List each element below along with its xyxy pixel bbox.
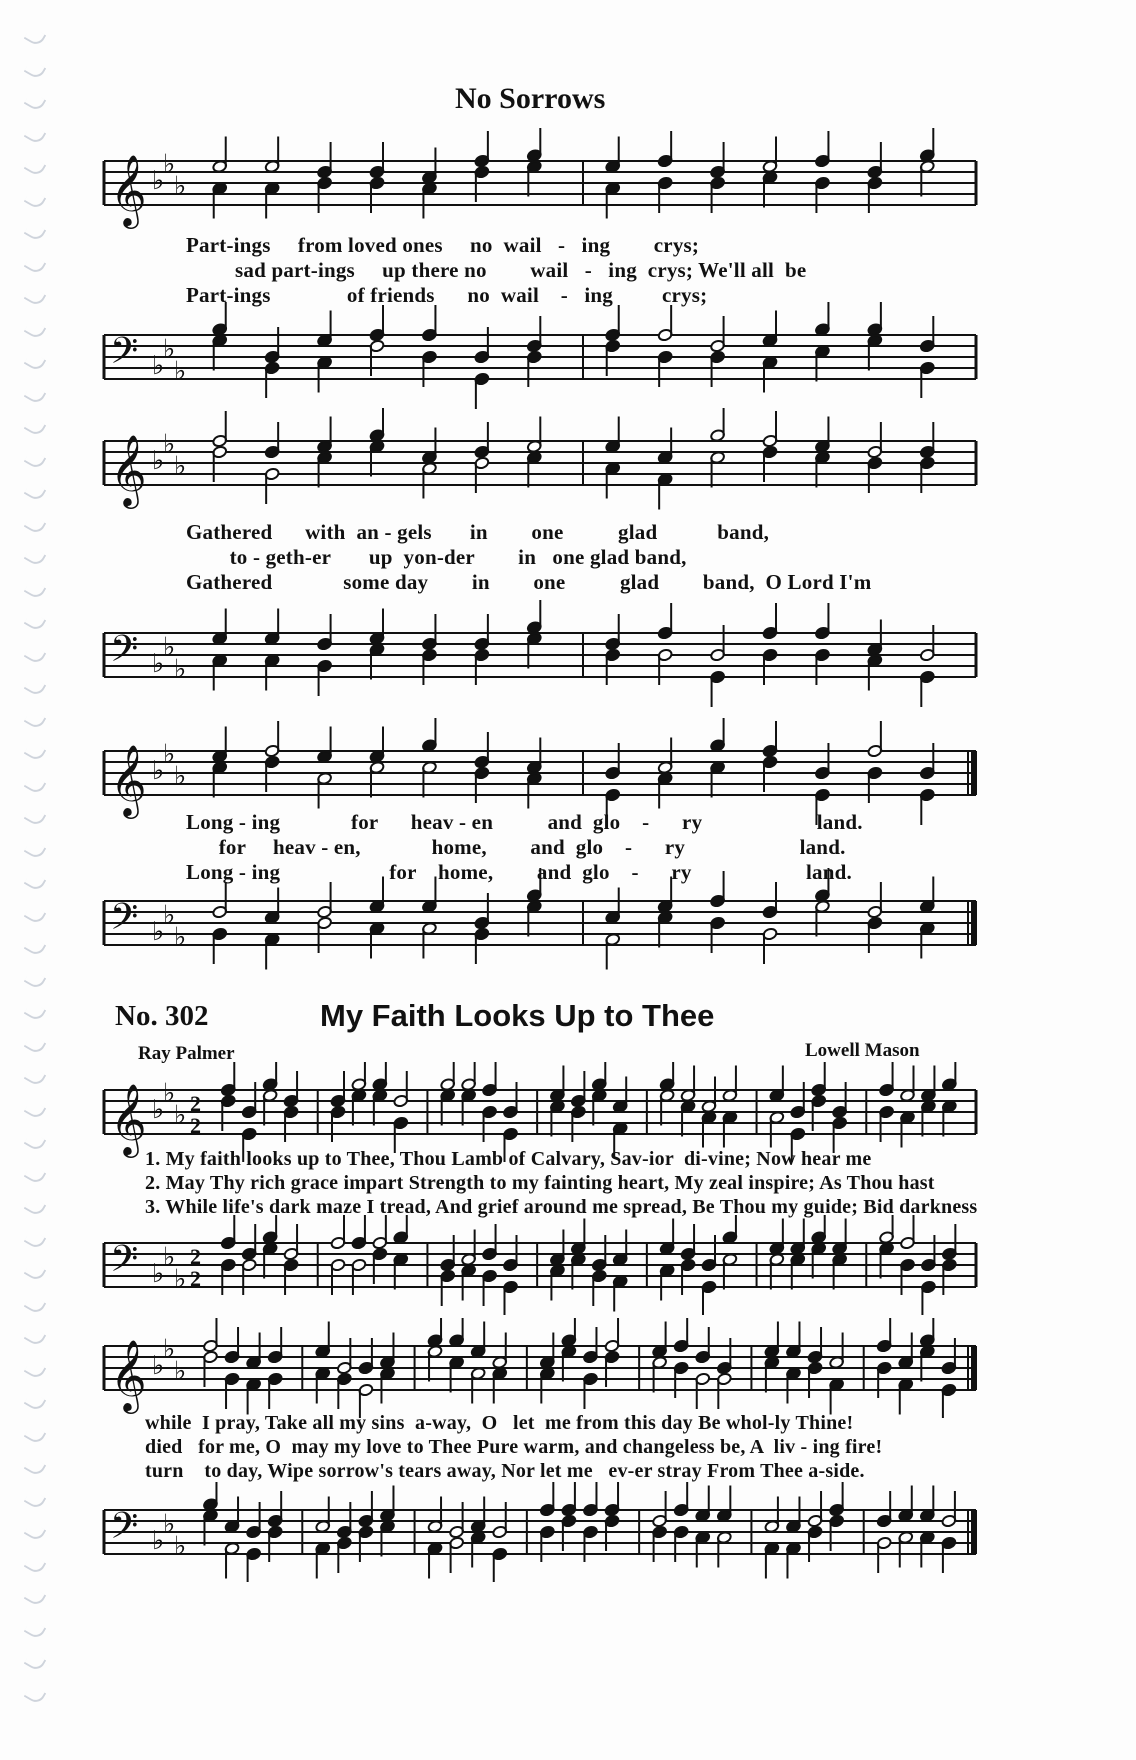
- binding-hole: [24, 1554, 47, 1575]
- lyric-line: Long - ing for heav - en and glo - ry land.: [186, 810, 863, 834]
- flat-icon: ♭: [174, 1100, 187, 1131]
- bass-staff: [100, 1482, 980, 1582]
- binding-hole: [24, 1099, 47, 1120]
- song-title: My Faith Looks Up to Thee: [320, 998, 715, 1033]
- lyric-line: Gathered with an - gels in one glad band,: [186, 520, 770, 544]
- flat-icon: ♭: [174, 654, 187, 685]
- bass-clef-icon: 𝄢: [110, 628, 139, 679]
- binding-hole: [24, 91, 47, 112]
- spiral-binding: [14, 30, 54, 1730]
- flat-icon: ♭: [163, 1334, 176, 1365]
- binding-hole: [24, 936, 47, 957]
- flat-icon: ♭: [152, 1351, 165, 1381]
- binding-hole: [24, 189, 47, 210]
- binding-hole: [24, 1359, 47, 1380]
- binding-hole: [24, 1326, 47, 1347]
- binding-hole: [24, 1651, 47, 1672]
- flat-icon: ♭: [163, 632, 176, 663]
- binding-hole: [24, 839, 47, 860]
- binding-hole: [24, 1424, 47, 1445]
- lyric-line: Part-ings of friends no wail - ing crys;: [186, 283, 708, 307]
- binding-hole: [24, 1164, 47, 1185]
- lyric-line: while I pray, Take all my sins a-way, O let me from this day Be whol-ly Thine!: [145, 1412, 854, 1434]
- binding-hole: [24, 416, 47, 437]
- flat-icon: ♭: [174, 1531, 187, 1562]
- song-title: No Sorrows: [455, 82, 606, 115]
- binding-hole: [24, 59, 47, 80]
- flat-icon: ♭: [152, 1259, 165, 1289]
- binding-hole: [24, 286, 47, 307]
- flat-icon: ♭: [163, 1242, 176, 1273]
- binding-hole: [24, 351, 47, 372]
- bass-clef-icon: 𝄢: [110, 1505, 139, 1556]
- flat-icon: ♭: [163, 1509, 176, 1540]
- flat-icon: ♭: [152, 1526, 165, 1556]
- flat-icon: ♭: [163, 149, 176, 180]
- binding-hole: [24, 741, 47, 762]
- binding-hole: [24, 774, 47, 795]
- flat-icon: ♭: [152, 351, 165, 381]
- treble-clef-icon: 𝄞: [110, 743, 147, 816]
- binding-hole: [24, 709, 47, 730]
- binding-hole: [24, 1131, 47, 1152]
- bass-clef-icon: 𝄢: [110, 1238, 139, 1289]
- binding-hole: [24, 1294, 47, 1315]
- lyric-line: 1. My faith looks up to Thee, Thou Lamb of Calvary, Sav-ior di-vine; Now hear me: [145, 1148, 872, 1170]
- lyric-line: Gathered some day in one glad band, O Lord I'm: [186, 570, 872, 594]
- lyric-line: 3. While life's dark maze I tread, And grief around me spread, Be Thou my guide; Bid darkness: [145, 1196, 978, 1218]
- binding-hole: [24, 1456, 47, 1477]
- binding-hole: [24, 514, 47, 535]
- time-signature: 2: [190, 1243, 201, 1269]
- bass-staff: [100, 868, 980, 978]
- binding-hole: [24, 319, 47, 340]
- binding-hole: [24, 579, 47, 600]
- binding-hole: [24, 481, 47, 502]
- flat-icon: ♭: [152, 649, 165, 679]
- flat-icon: ♭: [163, 334, 176, 365]
- treble-clef-icon: 𝄞: [110, 1082, 147, 1155]
- lyric-line: to - geth-er up yon-der in one glad band,: [186, 545, 687, 569]
- lyric-line: died for me, O may my love to Thee Pure warm, and changeless be, A liv - ing fire!: [145, 1436, 883, 1458]
- flat-icon: ♭: [174, 1356, 187, 1387]
- time-signature: 2: [190, 1112, 201, 1138]
- binding-hole: [24, 1489, 47, 1510]
- flat-icon: ♭: [174, 171, 187, 202]
- binding-hole: [24, 1684, 47, 1705]
- binding-hole: [24, 969, 47, 990]
- binding-hole: [24, 26, 47, 47]
- bass-clef-icon: 𝄢: [110, 896, 139, 947]
- lyric-line: turn to day, Wipe sorrow's tears away, Nor let me ev-er stray From Thee a-side.: [145, 1460, 865, 1482]
- flat-icon: ♭: [152, 1095, 165, 1125]
- binding-hole: [24, 806, 47, 827]
- binding-hole: [24, 124, 47, 145]
- flat-icon: ♭: [174, 761, 187, 792]
- time-signature: 2: [190, 1090, 201, 1116]
- time-signature: 2: [190, 1265, 201, 1291]
- treble-staff: [100, 408, 980, 518]
- treble-clef-icon: 𝄞: [110, 153, 147, 226]
- treble-clef-icon: 𝄞: [110, 1338, 147, 1411]
- binding-hole: [24, 1066, 47, 1087]
- bass-staff: [100, 1215, 980, 1315]
- binding-hole: [24, 384, 47, 405]
- flat-icon: ♭: [152, 166, 165, 196]
- binding-hole: [24, 221, 47, 242]
- binding-hole: [24, 1196, 47, 1217]
- flat-icon: ♭: [152, 756, 165, 786]
- lyric-line: Long - ing for home, and glo - ry land.: [186, 860, 852, 884]
- binding-hole: [24, 904, 47, 925]
- binding-hole: [24, 1586, 47, 1607]
- binding-hole: [24, 254, 47, 275]
- flat-icon: ♭: [163, 739, 176, 770]
- binding-hole: [24, 1521, 47, 1542]
- flat-icon: ♭: [174, 356, 187, 387]
- flat-icon: ♭: [174, 1264, 187, 1295]
- binding-hole: [24, 1034, 47, 1055]
- binding-hole: [24, 676, 47, 697]
- flat-icon: ♭: [163, 900, 176, 931]
- flat-icon: ♭: [174, 922, 187, 953]
- treble-staff: [100, 128, 980, 238]
- lyric-line: sad part-ings up there no wail - ing crys; We'll all be: [186, 258, 807, 282]
- binding-hole: [24, 546, 47, 567]
- binding-hole: [24, 449, 47, 470]
- lyric-line: for heav - en, home, and glo - ry land.: [186, 835, 846, 859]
- binding-hole: [24, 644, 47, 665]
- binding-hole: [24, 1391, 47, 1412]
- bass-clef-icon: 𝄢: [110, 330, 139, 381]
- flat-icon: ♭: [163, 429, 176, 460]
- binding-hole: [24, 871, 47, 892]
- binding-hole: [24, 1619, 47, 1640]
- flat-icon: ♭: [174, 451, 187, 482]
- author-credit: Ray Palmer: [138, 1043, 235, 1064]
- binding-hole: [24, 1261, 47, 1282]
- flat-icon: ♭: [152, 446, 165, 476]
- hymn-number: No. 302: [115, 1000, 209, 1032]
- treble-staff: [100, 1062, 980, 1162]
- binding-hole: [24, 611, 47, 632]
- treble-clef-icon: 𝄞: [110, 433, 147, 506]
- flat-icon: ♭: [163, 1078, 176, 1109]
- bass-staff: [100, 600, 980, 710]
- treble-staff: [100, 1318, 980, 1418]
- binding-hole: [24, 1229, 47, 1250]
- binding-hole: [24, 1001, 47, 1022]
- lyric-line: 2. May Thy rich grace impart Strength to my fainting heart, My zeal inspire; As Thou hast: [145, 1172, 935, 1194]
- composer-credit: Lowell Mason: [805, 1040, 920, 1061]
- lyric-line: Part-ings from loved ones no wail - ing crys;: [186, 233, 700, 257]
- bass-staff: [100, 302, 980, 412]
- flat-icon: ♭: [152, 917, 165, 947]
- binding-hole: [24, 156, 47, 177]
